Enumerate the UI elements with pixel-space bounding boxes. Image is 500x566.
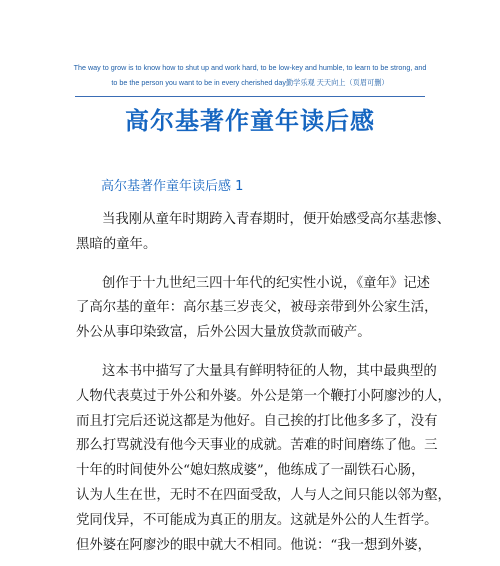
paragraph xyxy=(76,272,438,346)
paragraph-line: 这本书中描写了大量具有鲜明特征的人物，其中最典型的 xyxy=(102,363,437,379)
document-body xyxy=(76,208,451,558)
paragraph-line: 当我刚从童年时期跨入青春期时，便开始感受高尔基悲惨、 xyxy=(102,212,451,227)
page-header xyxy=(60,60,440,90)
paragraph-line: 创作于十九世纪三四十年代的纪实性小说，《童年》记述 xyxy=(102,275,431,291)
paragraph-gap xyxy=(76,258,430,272)
document-title: 高尔基著作童年读后感 xyxy=(125,107,375,135)
section-heading: 高尔基著作童年读后感 1 xyxy=(101,179,244,194)
paragraph-gap xyxy=(76,346,430,360)
paragraph-line: 了高尔基的童年：高尔基三岁丧父，被母亲带到外公家生活， xyxy=(76,300,438,316)
paragraph-line: 外公从事印染致富，后外公因大量放贷款而破产。 xyxy=(76,325,371,341)
paragraph-line: 人物代表莫过于外公和外婆。外公是第一个鞭打小阿廖沙的人， xyxy=(76,388,451,404)
header-quote-line-1: The way to grow is to know how to shut up and work hard, to be low-key and humble, to learn to be strong, and xyxy=(73,63,427,72)
paragraph-line: 但外婆在阿廖沙的眼中就大不相同。他说：“我一想到外婆， xyxy=(76,537,431,553)
paragraph xyxy=(76,208,451,258)
paragraph-line: 而且打完后还说这都是为他好。自己挨的打比他多多了，没有 xyxy=(76,413,438,429)
paragraph xyxy=(76,360,451,558)
header-quote-line-2 xyxy=(60,75,440,90)
header-quote-line-2-en: to be the person you want to be in every cherished day xyxy=(111,78,286,87)
paragraph-line: 十年的时间使外公“媳妇熬成婆”，他练成了一副铁石心肠， xyxy=(76,463,425,479)
paragraph-line: 认为人生在世，无时不在四面受敌，人与人之间只能以邻为壑， xyxy=(76,487,451,503)
paragraph-line: 那么打骂就没有他今天事业的成就。苦难的时间磨练了他。三 xyxy=(76,438,438,454)
paragraph-line: 黑暗的童年。 xyxy=(76,236,157,252)
header-divider xyxy=(75,96,425,97)
paragraph-line: 党同伐异，不可能成为真正的朋友。这就是外公的人生哲学。 xyxy=(76,512,438,528)
header-note: 勤学乐观 天天向上（页眉可删） xyxy=(285,78,389,87)
